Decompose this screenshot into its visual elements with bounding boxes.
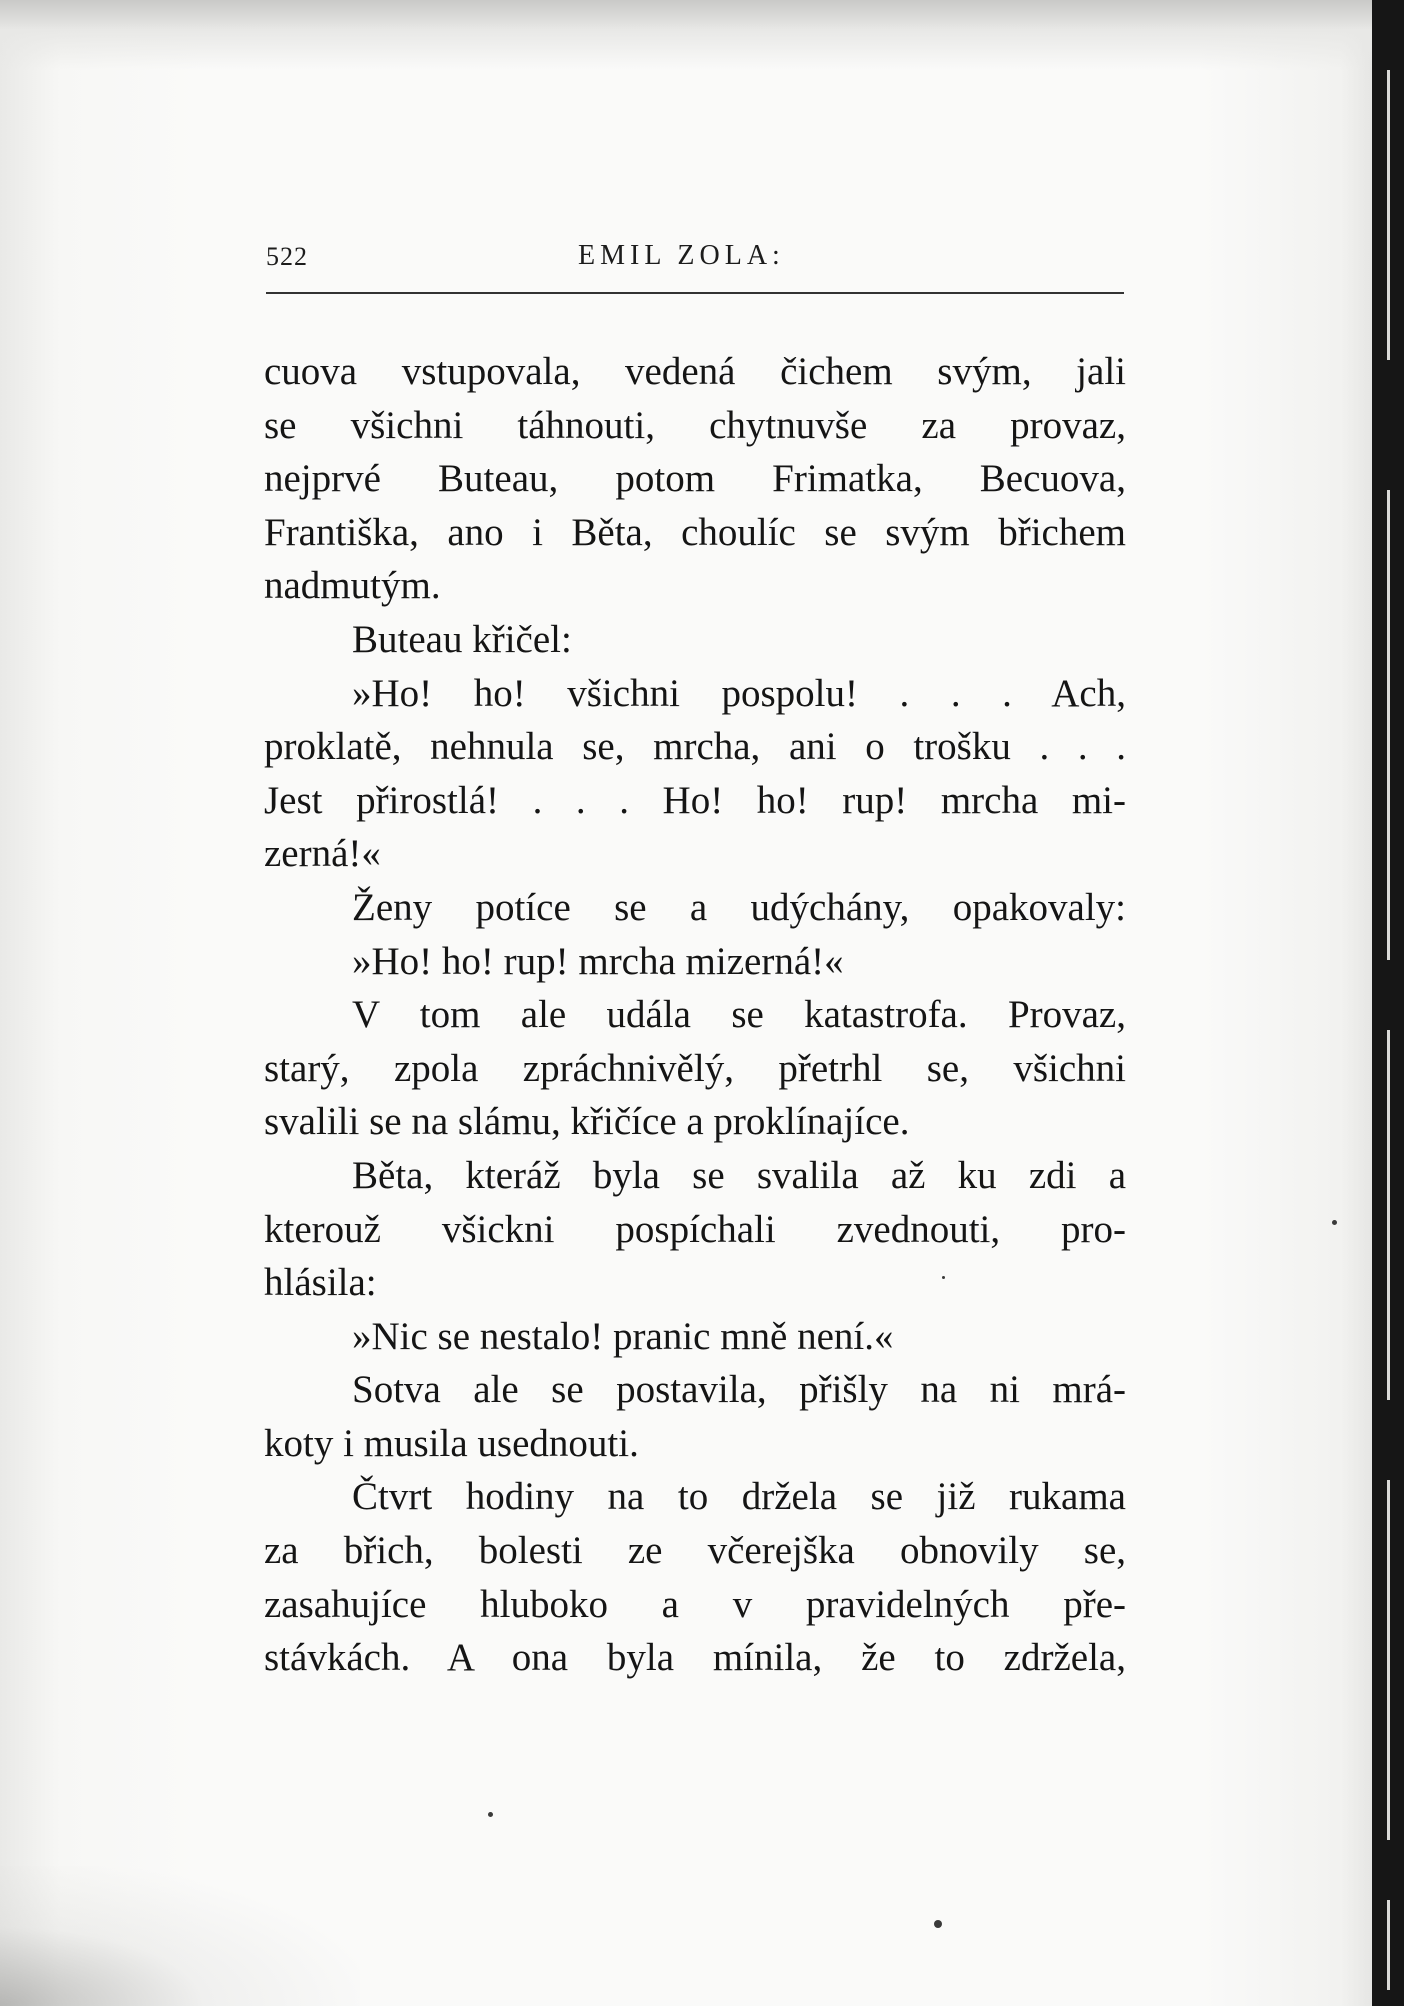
text-line: za břich, bolesti ze včerejška obnovily se,	[264, 1529, 1126, 1573]
page-number: 522	[266, 242, 308, 271]
text-line: svalili se na slámu, křičíce a proklínajíce.	[264, 1100, 910, 1144]
header-rule	[266, 292, 1124, 294]
text-line: kterouž všickni pospíchali zvednouti, pro-	[264, 1207, 1126, 1251]
text-line: V tom ale udála se katastrofa. Provaz,	[352, 993, 1126, 1037]
text-line: Buteau křičel:	[352, 617, 572, 661]
text-line: zasahujíce hluboko a v pravidelných pře-	[264, 1582, 1126, 1626]
text-line: Františka, ano i Běta, choulíc se svým břichem	[264, 510, 1126, 554]
text-line: zerná!«	[264, 832, 381, 876]
text-line: »Nic se nestalo! pranic mně není.«	[352, 1314, 894, 1358]
running-head	[266, 236, 1124, 296]
binding-edge	[1372, 0, 1404, 2006]
binding-line	[1387, 490, 1390, 960]
ink-speck	[488, 1812, 493, 1817]
ink-speck	[934, 1920, 942, 1928]
text-line: se všichni táhnouti, chytnuvše za provaz,	[264, 403, 1126, 447]
text-line: nejprvé Buteau, potom Frimatka, Becuova,	[264, 457, 1126, 501]
text-line: Běta, kteráž byla se svalila až ku zdi a	[352, 1153, 1126, 1197]
text-line: stávkách. A ona byla mínila, že to zdržela,	[264, 1636, 1126, 1680]
text-line: koty i musila usednouti.	[264, 1421, 639, 1465]
binding-line	[1387, 1900, 1390, 1990]
running-title: EMIL ZOLA:	[578, 240, 785, 271]
text-line: starý, zpola zpráchnivělý, přetrhl se, všichni	[264, 1046, 1126, 1090]
ink-speck	[942, 1276, 945, 1279]
text-line: »Ho! ho! rup! mrcha mizerná!«	[352, 939, 844, 983]
binding-line	[1387, 70, 1390, 360]
text-line: cuova vstupovala, vedená čichem svým, jali	[264, 350, 1126, 393]
binding-line	[1387, 1030, 1390, 1400]
text-line: Čtvrt hodiny na to držela se již rukama	[352, 1475, 1126, 1519]
text-body	[264, 345, 1126, 1685]
text-line: Ženy potíce se a udýchány, opakovaly:	[352, 885, 1126, 929]
ink-speck	[1332, 1220, 1337, 1225]
text-line: Jest přirostlá! . . . Ho! ho! rup! mrcha mi-	[264, 778, 1126, 822]
binding-line	[1387, 1480, 1390, 1840]
text-line: nadmutým.	[264, 564, 441, 608]
text-line: hlásila:	[264, 1261, 377, 1305]
text-line: Sotva ale se postavila, přišly na ni mrá-	[352, 1368, 1126, 1412]
text-line: proklatě, nehnula se, mrcha, ani o trošku . . .	[264, 725, 1126, 769]
text-line: »Ho! ho! všichni pospolu! . . . Ach,	[352, 671, 1126, 715]
